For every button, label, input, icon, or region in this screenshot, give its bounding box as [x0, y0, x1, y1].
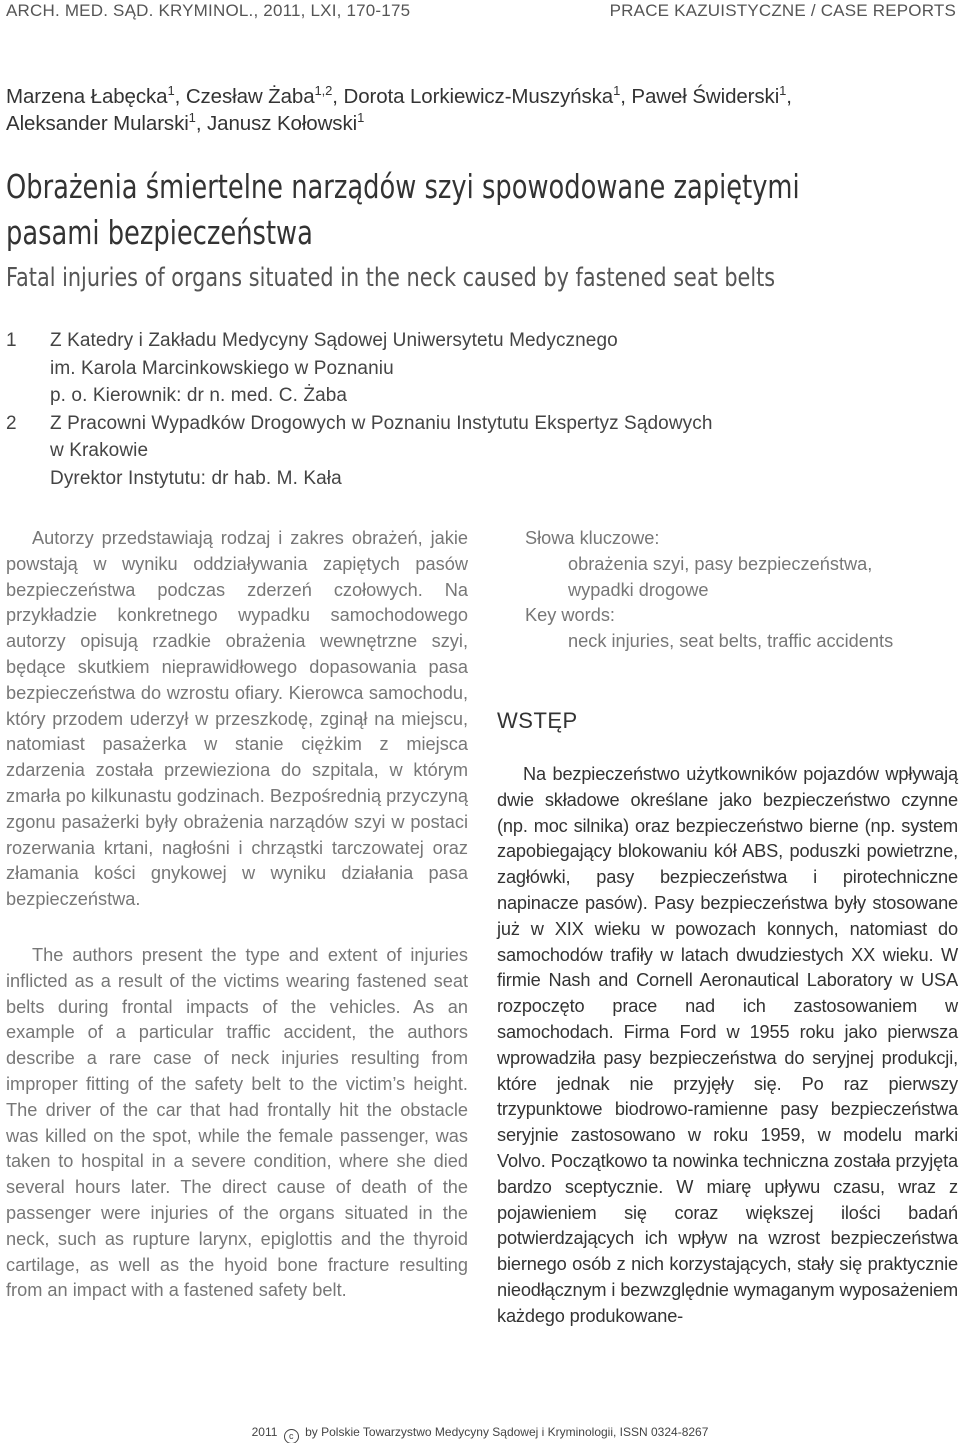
author: Marzena Łabęcka$^1$, — [6, 83, 186, 108]
keywords-block — [525, 526, 955, 655]
affiliation-line: im. Karola Marcinkowskiego w Poznaniu — [50, 357, 394, 379]
affiliation-1 — [6, 327, 946, 410]
author: Dorota Lorkiewicz-Muszyńska$^1$, — [343, 83, 632, 108]
affiliation-line: Z Pracowni Wypadków Drogowych w Poznaniu Instytutu Ekspertyz Sądowych — [50, 412, 713, 434]
keywords-value-polish: obrażenia szyi, pasy bezpieczeństwa, — [568, 553, 873, 574]
keywords-label-english: Key words: — [525, 605, 615, 626]
affiliation-number: 1 — [6, 330, 17, 351]
affiliation-line: p. o. Kierownik: dr n. med. C. Żaba — [50, 385, 348, 406]
copyright-icon: c — [284, 1429, 299, 1443]
abstract-polish: Autorzy przedstawiają rodzaj i zakres obrażeń, jakie powstają w wyniku oddziaływania zapiętych pasów bezpieczeństwa podczas zderzeń czołowych. Na przykładzie konkretnego wypadku samochodowego autorzy opisują rzadkie obrażenia wewnętrzne szyi, będące skutkiem nieprawidłowego dopasowania pasa bezpieczeństwa do wzrostu ofiary. Kierowca samochodu, który przodem uderzył w przeszkodę, zginął na miejscu, natomiast pasażerka w stanie ciężkim z miejsca zdarzenia została przewieziona do szpitala, w którym zmarła po kilkunastu godzinach. Bezpośrednią przyczyną zgonu pasażerki były obrażenia narządów szyi w postaci rozerwania krtani, nagłośni i chrząstki tarczowatej oraz złamania kości gnykowej w wyniku działania pasa bezpieczeństwa. — [6, 528, 469, 910]
article-section-label: PRACE KAZUISTYCZNE / CASE REPORTS — [609, 1, 956, 20]
author: Aleksander Mularski$^1$, — [6, 110, 208, 135]
abstract-english: The authors present the type and extent of injuries inflicted as a result of the victims wearing fastened seat belts during frontal impacts of the vehicles. As an example of a particular traffic accident, the authors describe a rare case of neck injuries resulting from improper fitting of the safety belt to the victim’s height. The driver of the car that had frontally hit the obstacle was killed on the spot, while the female passenger, was taken to hospital in a severe condition, where she died several hours later. The direct cause of death of the passenger were injuries of the organs situated in the neck, such as rupture larynx, epiglottis and the thyroid cartilage, as well as the hyoid bone fracture resulting from an impact with a fastened safety belt. — [6, 944, 468, 1301]
abstract-column — [6, 526, 468, 1304]
article-title-english: Fatal injuries of organs situated in the neck caused by fastened seat belts — [6, 263, 776, 293]
affiliations — [6, 327, 946, 492]
section-heading-introduction: WSTĘP — [497, 708, 578, 733]
introduction-paragraph: Na bezpieczeństwo użytkowników pojazdów wpływają dwie składowe określane jako bezpieczeństwo czynne (np. moc silnika) oraz bezpieczeństwo bierne (np. system zapobiegający blokowaniu kół ABS, poduszki powietrzne, zagłówki, pasy bezpieczeństwa i pirotechniczne napinacze pasów). Pasy bezpieczeństwa były stosowane już w XIX wieku w powozach konnych, natomiast do samochodów trafiły w latach dwudziestych XX wieku. W firmie Nash and Cornell Aeronautical Laboratory w USA rozpoczęto prace nad ich zastosowaniem w samochodach. Firma Ford w 1955 roku jako pierwsza wprowadziła pasy bezpieczeństwa do seryjnej produkcji, które jednak nie przyjęły się. Po raz pierwszy trzypunktowe biodrowo-ramienne pasy bezpieczeństwa seryjnie zastosowano w roku 1959, w modelu marki Volvo. Początkowo ta nowinka techniczna została przyjęta bardzo sceptycznie. W miarę upływu czasu, wraz z pojawieniem się coraz większej ilości badań potwierdzających ich wpływ na wzrost bezpieczeństwa biernego osób z nich korzystających, stały się praktycznie nieodłącznym i bezwzględnie wymaganym wyposażeniem każdego produkowane- — [497, 764, 958, 1326]
journal-citation: ARCH. MED. SĄD. KRYMINOL., 2011, LXI, 170-175 — [6, 1, 411, 20]
keywords-value-polish: wypadki drogowe — [568, 579, 709, 600]
author: Czesław Żaba$^{1,2}$, — [185, 83, 344, 108]
affiliation-line: w Krakowie — [50, 440, 149, 461]
author-list — [6, 83, 956, 137]
introduction-column — [497, 762, 958, 1330]
keywords-value-english: neck injuries, seat belts, traffic accidents — [568, 631, 894, 652]
affiliation-line: Z Katedry i Zakładu Medycyny Sądowej Uniwersytetu Medycznego — [50, 330, 618, 351]
author: Paweł Świderski$^1$, — [631, 83, 792, 108]
affiliation-line: Dyrektor Instytutu: dr hab. M. Kała — [50, 467, 342, 489]
copyright-text: by Polskie Towarzystwo Medycyny Sądowej i Kryminologii, ISSN 0324-8267 — [305, 1425, 709, 1439]
copyright-footer — [0, 1424, 960, 1443]
title-line: pasami bezpieczeństwa — [6, 213, 313, 252]
title-line: Obrażenia śmiertelne narządów szyi spowodowane zapiętymi — [6, 167, 800, 206]
copyright-year: 2011 — [251, 1425, 278, 1439]
affiliation-2 — [6, 410, 946, 493]
author: Janusz Kołowski$^1$ — [207, 110, 365, 135]
article-title-polish — [6, 164, 958, 256]
affiliation-number: 2 — [6, 412, 17, 434]
keywords-label-polish: Słowa kluczowe: — [525, 528, 660, 548]
